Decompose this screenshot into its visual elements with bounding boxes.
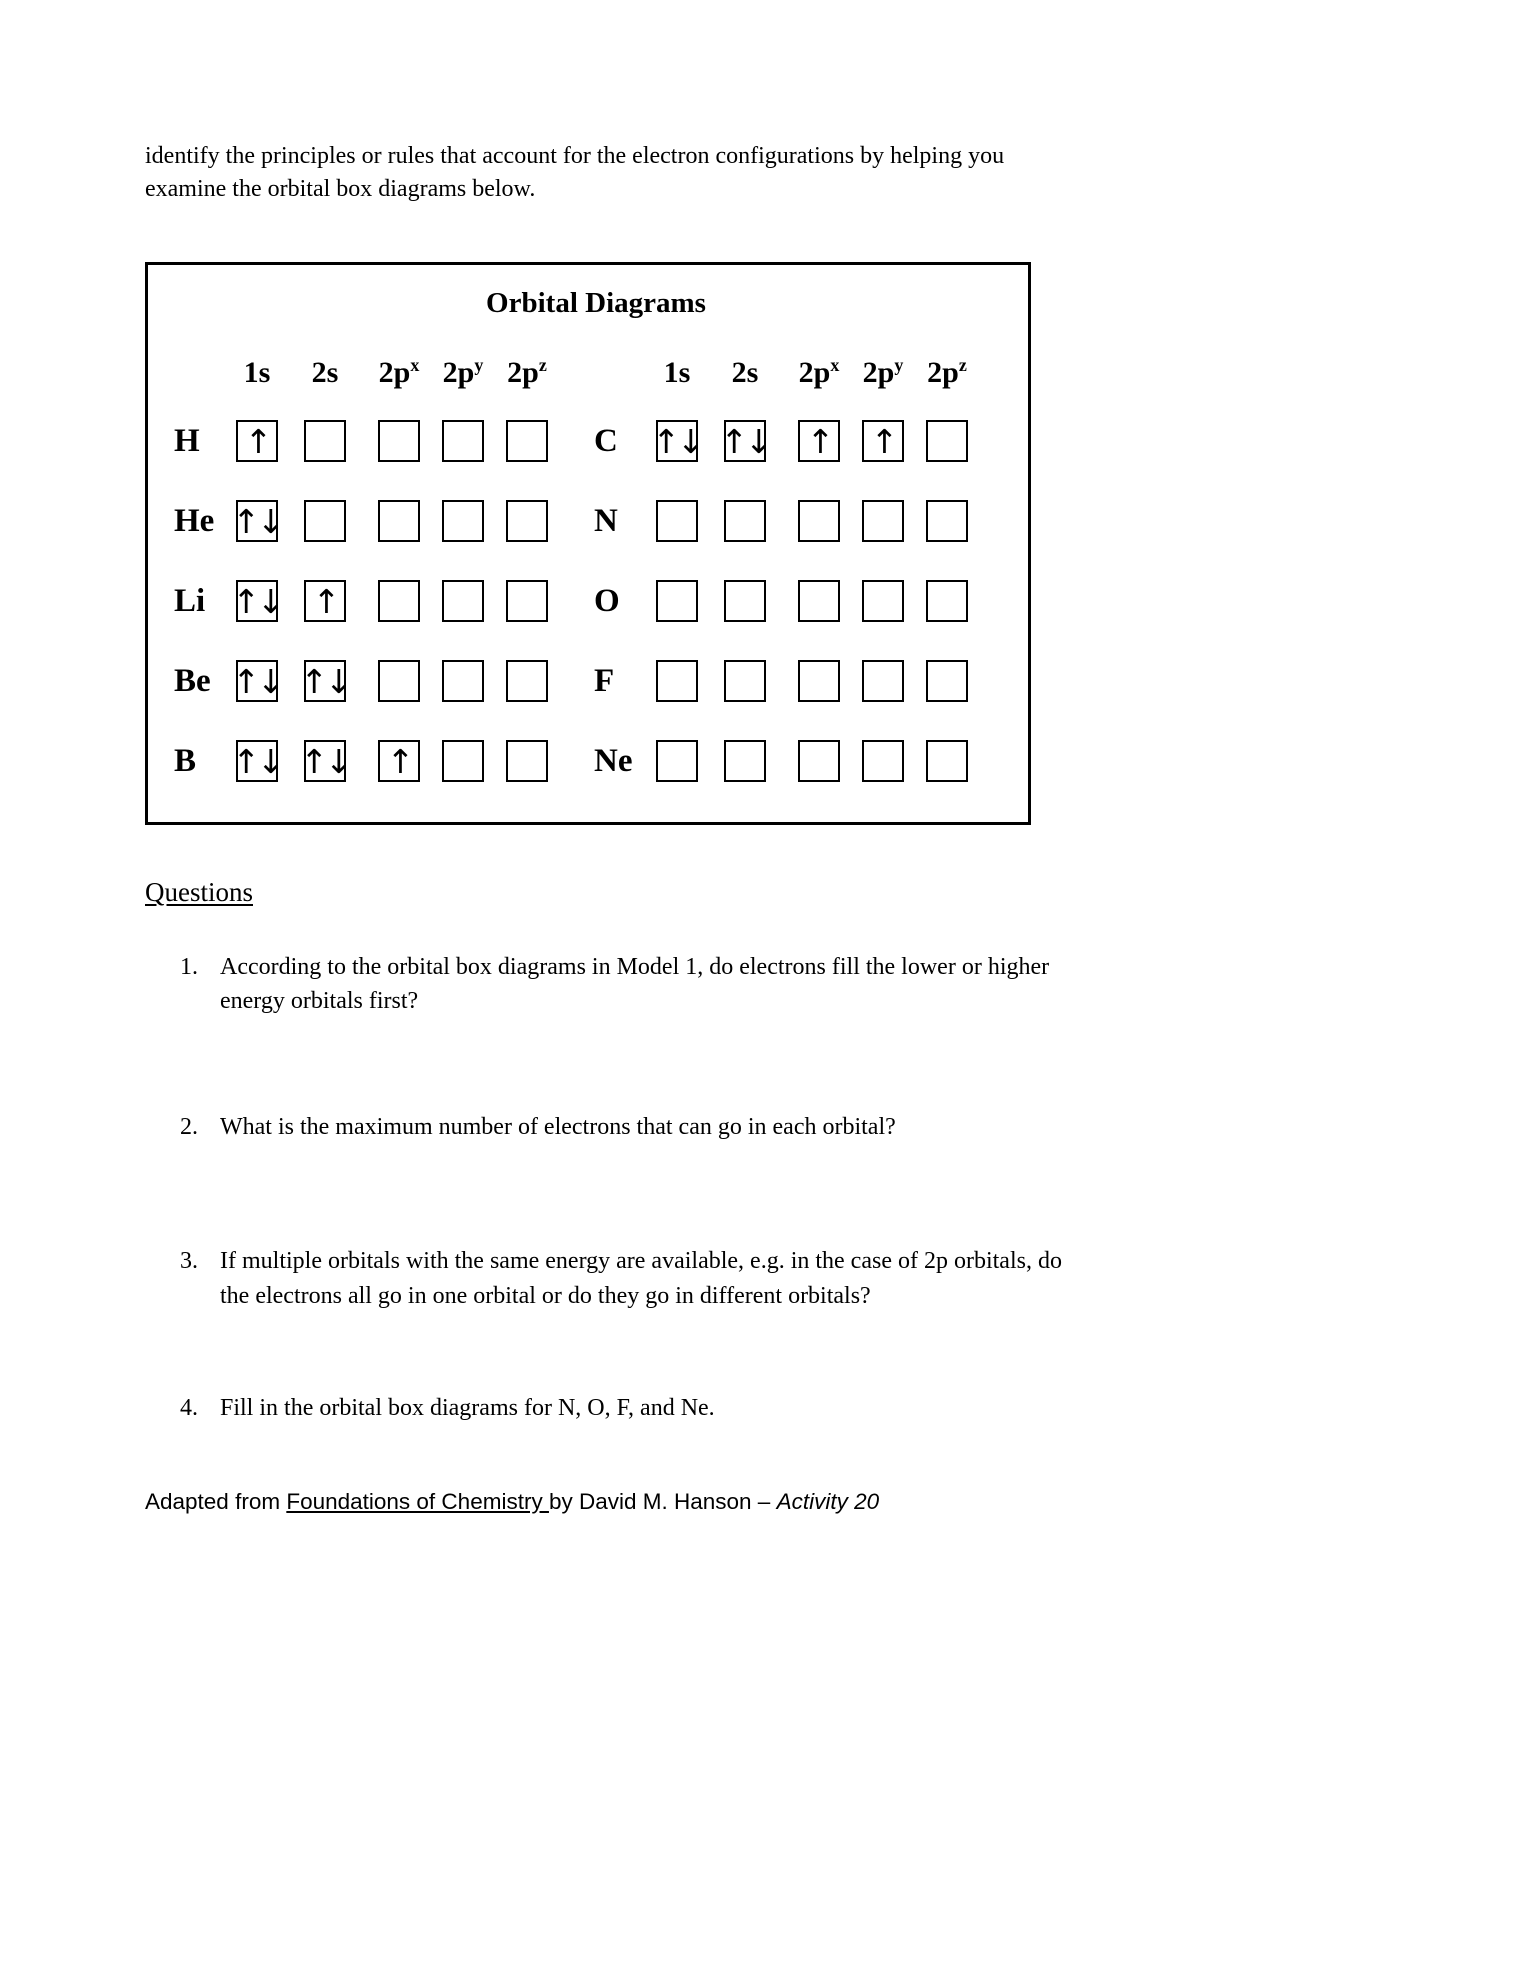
orbital-header-1s: 1s [243, 356, 271, 390]
orbital-box-1s: ↑↓ [232, 661, 282, 701]
orbital-box-2px [378, 580, 420, 622]
element-label: H [174, 422, 200, 459]
orbital-headers-left [174, 356, 548, 390]
orbital-header-1s: 1s [663, 356, 691, 390]
footer-author: by David M. Hanson – [548, 1488, 777, 1514]
element-label: O [594, 582, 620, 619]
orbital-header-2s: 2s [731, 356, 759, 390]
element-label: Li [174, 582, 206, 619]
orbital-box-1s: ↑↓ [232, 741, 282, 781]
element-label: F [594, 662, 615, 699]
orbital-box-2py [442, 660, 484, 702]
orbital-box-2py [862, 500, 904, 542]
question-text: If multiple orbitals with the same energy are available, e.g. in the case of 2p orbitals, do the electrons all go in one orbital or do they go in different orbitals? [220, 1248, 1062, 1309]
orbital-box-2s [724, 580, 766, 622]
element-label: B [174, 742, 197, 779]
question-2 [180, 1110, 1085, 1144]
orbital-header-2pz: 2p z [927, 355, 967, 390]
orbital-headers-right [594, 356, 968, 390]
orbital-box-2pz [506, 740, 548, 782]
orbital-box-2s [724, 660, 766, 702]
questions-heading: Questions [145, 877, 253, 908]
orbital-box-2px: ↑ [378, 740, 420, 782]
orbital-box-2pz [926, 500, 968, 542]
orbital-box-2py [862, 660, 904, 702]
orbital-row-f [594, 660, 968, 702]
orbital-row-li [174, 580, 548, 622]
orbital-box-2px [378, 660, 420, 702]
orbital-row-b [174, 740, 548, 782]
orbital-box-2s: ↑↓ [300, 741, 350, 781]
orbital-diagrams-panel [145, 262, 1031, 825]
questions-list [145, 950, 1382, 1424]
orbital-box-2px [798, 660, 840, 702]
orbital-box-1s: ↑↓ [232, 581, 282, 621]
orbital-box-1s [656, 740, 698, 782]
orbital-box-2py: ↑ [862, 420, 904, 462]
orbital-box-2pz [506, 500, 548, 542]
element-label: Be [174, 662, 211, 699]
orbital-box-2pz [926, 580, 968, 622]
orbital-box-1s [656, 580, 698, 622]
orbital-row-ne [594, 740, 968, 782]
orbital-box-1s: ↑↓ [652, 421, 702, 461]
orbital-box-2px [798, 500, 840, 542]
diagram-title: Orbital Diagrams [486, 287, 706, 320]
question-number: 4. [180, 1394, 198, 1421]
orbital-box-2py [442, 580, 484, 622]
orbital-box-2s: ↑ [304, 580, 346, 622]
orbital-box-2pz [506, 580, 548, 622]
orbital-box-2pz [506, 660, 548, 702]
question-text: According to the orbital box diagrams in Model 1, do electrons fill the lower or higher energy orbitals first? [220, 954, 1050, 1015]
orbital-box-2pz [926, 420, 968, 462]
orbital-box-2pz [506, 420, 548, 462]
question-number: 2. [180, 1114, 198, 1141]
footer-prefix: Adapted from [145, 1488, 287, 1514]
orbital-header-2px: 2p x [798, 355, 840, 390]
orbital-box-1s [656, 660, 698, 702]
question-number: 3. [180, 1248, 198, 1275]
orbital-box-2px [378, 500, 420, 542]
intro-paragraph: identify the principles or rules that account for the electron configurations by helping you examine the orbital box diagrams below. [145, 143, 1005, 203]
question-3 [180, 1244, 1085, 1312]
element-label: C [594, 422, 618, 459]
orbital-box-2py [442, 740, 484, 782]
orbital-header-2px: 2p x [378, 355, 420, 390]
orbital-box-1s [656, 500, 698, 542]
orbital-row-he [174, 500, 548, 542]
orbital-header-2py: 2p y [442, 355, 484, 390]
element-label: N [594, 502, 618, 539]
orbital-row-h [174, 420, 548, 462]
question-number: 1. [180, 954, 198, 981]
orbital-row-o [594, 580, 968, 622]
orbital-box-2py [442, 420, 484, 462]
orbital-box-2py [862, 740, 904, 782]
orbital-box-2pz [926, 740, 968, 782]
orbital-box-2py [862, 580, 904, 622]
footer-book-title: Foundations of Chemistry [286, 1488, 549, 1514]
element-label: He [174, 502, 215, 539]
orbital-row-n [594, 500, 968, 542]
orbital-row-c [594, 420, 968, 462]
orbital-box-2px [378, 420, 420, 462]
question-text: What is the maximum number of electrons that can go in each orbital? [220, 1114, 896, 1141]
diagram-columns [174, 356, 1018, 782]
footer-activity: Activity 20 [776, 1488, 880, 1514]
orbital-header-2py: 2p y [862, 355, 904, 390]
orbital-box-2s [304, 420, 346, 462]
orbital-header-2pz: 2p z [507, 355, 547, 390]
orbital-box-2px [798, 740, 840, 782]
element-label: Ne [594, 742, 633, 779]
orbital-box-2s: ↑↓ [300, 661, 350, 701]
orbital-box-1s: ↑↓ [232, 501, 282, 541]
orbital-box-2s [724, 740, 766, 782]
attribution-footer [145, 1489, 1382, 1515]
diagram-column-left [174, 356, 548, 782]
orbital-box-2pz [926, 660, 968, 702]
orbital-box-2px: ↑ [798, 420, 840, 462]
question-text: Fill in the orbital box diagrams for N, O, F, and Ne. [220, 1394, 715, 1421]
orbital-box-2s [724, 500, 766, 542]
orbital-box-2s [304, 500, 346, 542]
orbital-box-2px [798, 580, 840, 622]
orbital-header-2s: 2s [311, 356, 339, 390]
orbital-box-2s: ↑↓ [720, 421, 770, 461]
question-1 [180, 950, 1085, 1018]
question-4 [180, 1391, 1085, 1425]
diagram-column-right [594, 356, 968, 782]
orbital-row-be [174, 660, 548, 702]
orbital-box-2py [442, 500, 484, 542]
orbital-box-1s: ↑ [236, 420, 278, 462]
